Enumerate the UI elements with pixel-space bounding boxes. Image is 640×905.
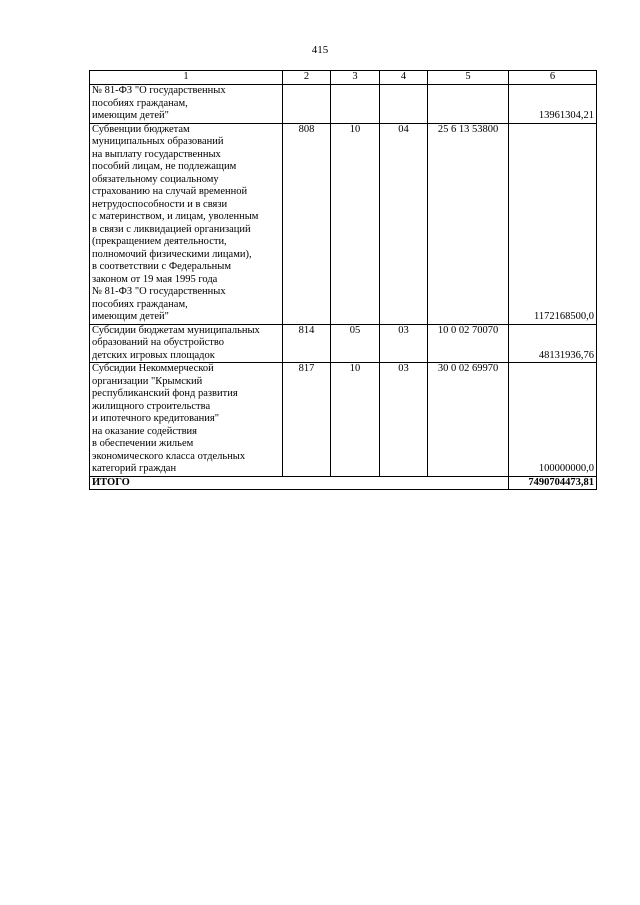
row-description: Субсидии Некоммерческой организации "Крымский республиканский фонд развития жилищного строительства и ипотечного кредитования" на оказание содействия в обеспечении жильем экономического класса отдельных категорий граждан <box>90 363 283 477</box>
table-row <box>90 324 597 363</box>
header-row <box>90 71 597 85</box>
total-label: ИТОГО <box>90 476 509 490</box>
row-description: Субвенции бюджетам муниципальных образований на выплату государственных пособий лицам, не подлежащим обязательному социальному страхованию на случай временной нетрудоспособности и в связи с материнством, и лицам, уволенным в связи с ликвидацией организаций (прекращением деятельности, полномочий физическими лицами), в соответствии с Федеральным законом от 19 мая 1995 года № 81-ФЗ "О государственных пособиях гражданам, имеющим детей" <box>90 123 283 324</box>
row-col5: 30 0 02 69970 <box>428 363 509 477</box>
header-col-2: 2 <box>283 71 331 85</box>
row-col3 <box>331 85 380 124</box>
row-amount: 13961304,21 <box>509 85 597 124</box>
row-col3: 10 <box>331 363 380 477</box>
row-col4: 03 <box>380 363 428 477</box>
header-col-5: 5 <box>428 71 509 85</box>
row-col2 <box>283 85 331 124</box>
row-col5: 25 6 13 53800 <box>428 123 509 324</box>
row-amount: 100000000,0 <box>509 363 597 477</box>
row-col4: 03 <box>380 324 428 363</box>
header-col-4: 4 <box>380 71 428 85</box>
header-col-1: 1 <box>90 71 283 85</box>
row-col3: 10 <box>331 123 380 324</box>
row-col4 <box>380 85 428 124</box>
table-row <box>90 85 597 124</box>
total-amount: 7490704473,81 <box>509 476 597 490</box>
header-col-3: 3 <box>331 71 380 85</box>
row-col2: 814 <box>283 324 331 363</box>
row-description: Субсидии бюджетам муниципальных образований на обустройство детских игровых площадок <box>90 324 283 363</box>
row-col3: 05 <box>331 324 380 363</box>
row-amount: 1172168500,0 <box>509 123 597 324</box>
row-col2: 817 <box>283 363 331 477</box>
row-col5: 10 0 02 70070 <box>428 324 509 363</box>
row-col4: 04 <box>380 123 428 324</box>
row-col5 <box>428 85 509 124</box>
total-row <box>90 476 597 490</box>
table-row <box>90 123 597 324</box>
page-number: 415 <box>311 44 329 56</box>
row-col2: 808 <box>283 123 331 324</box>
header-col-6: 6 <box>509 71 597 85</box>
budget-table <box>89 70 597 490</box>
row-amount: 48131936,76 <box>509 324 597 363</box>
table-row <box>90 363 597 477</box>
row-description: № 81-ФЗ "О государственных пособиях гражданам, имеющим детей" <box>90 85 283 124</box>
